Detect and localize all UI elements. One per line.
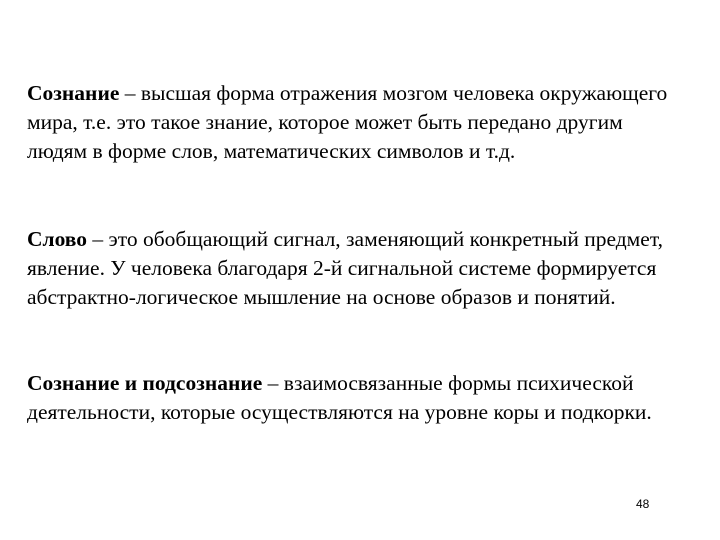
term-consciousness: Сознание bbox=[27, 81, 120, 105]
definition-word bbox=[27, 225, 687, 312]
definition-word-text: – это обобщающий сигнал, заменяющий конкретный предмет, явление. У человека благодаря 2-й сигнальной системе формируется абстрактно-логическое мышление на основе образов и понятий. bbox=[27, 227, 663, 309]
definition-consciousness-text: – высшая форма отражения мозгом человека окружающего мира, т.е. это такое знание, которое может быть передано другим людям в форме слов, математических символов и т.д. bbox=[27, 81, 668, 163]
term-subconscious: Сознание и подсознание bbox=[27, 371, 263, 395]
definition-subconscious bbox=[27, 369, 687, 427]
definition-consciousness bbox=[27, 79, 687, 166]
definition-subconscious-text: – взаимосвязанные формы психической деятельности, которые осуществляются на уровне коры и подкорки. bbox=[27, 371, 652, 424]
term-word: Слово bbox=[27, 227, 88, 251]
page-number: 48 bbox=[636, 497, 650, 511]
